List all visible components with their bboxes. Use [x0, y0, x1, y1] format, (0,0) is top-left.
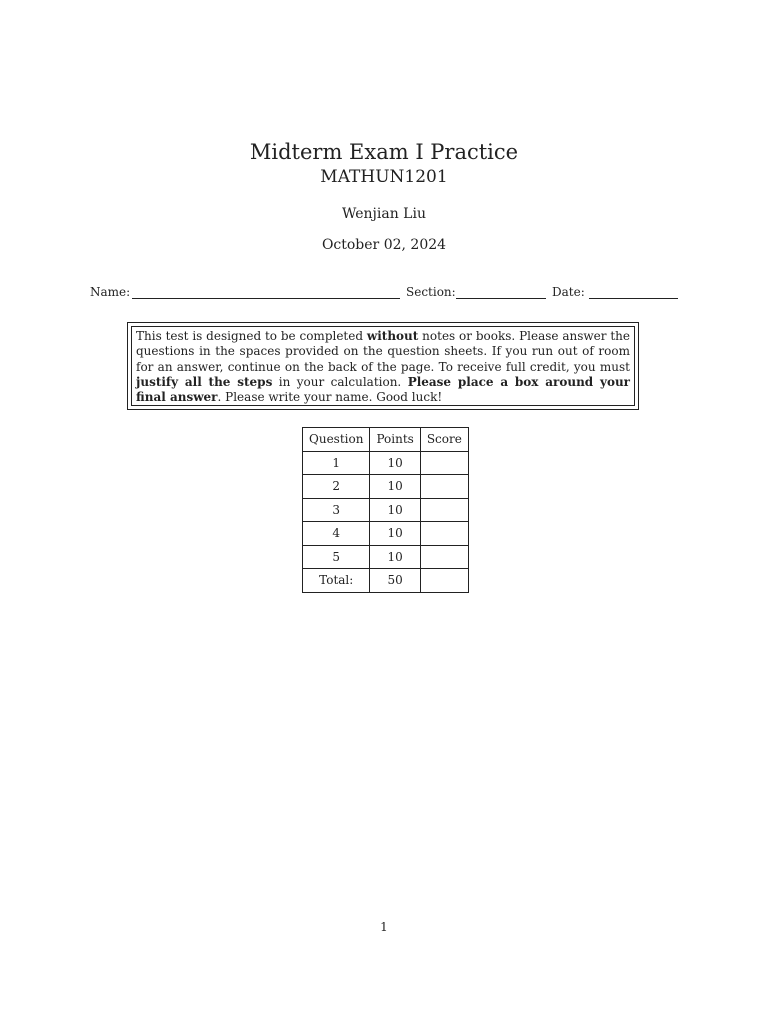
instructions-part-3: in your calculation. — [272, 374, 408, 389]
author-name: Wenjian Liu — [342, 206, 426, 222]
total-points: 50 — [370, 569, 420, 593]
instructions-bold-justify: justify all the steps — [136, 374, 273, 389]
instructions-part-2: notes or books. Please answer the questions in the spaces provided on the question sheets. If you run out of room for an answer, continue on the back of the page. To receive full credit, you must — [136, 329, 630, 374]
table-row — [303, 545, 469, 569]
question-score[interactable] — [420, 545, 468, 569]
header-points: Points — [370, 428, 420, 452]
question-points: 10 — [370, 475, 420, 499]
score-table — [302, 427, 469, 593]
section-label: Section: — [406, 285, 456, 299]
instructions-part-1: This test is designed to be completed — [136, 329, 367, 343]
header-score: Score — [420, 428, 468, 452]
question-number: 1 — [303, 451, 370, 475]
question-number: 5 — [303, 545, 370, 569]
question-score[interactable] — [420, 498, 468, 522]
instructions-bold-without: without — [366, 329, 419, 343]
total-score[interactable] — [420, 569, 468, 593]
instructions-part-4: . Please write your name. Good luck! — [217, 390, 443, 405]
date-line[interactable] — [589, 298, 678, 299]
name-line[interactable] — [132, 298, 400, 299]
question-points: 10 — [370, 451, 420, 475]
question-number: 4 — [303, 522, 370, 546]
question-points: 10 — [370, 498, 420, 522]
table-row — [303, 475, 469, 499]
section-line[interactable] — [456, 298, 546, 299]
table-row — [303, 498, 469, 522]
question-number: 2 — [303, 475, 370, 499]
page-number: 1 — [380, 920, 388, 934]
question-number: 3 — [303, 498, 370, 522]
total-label: Total: — [303, 569, 370, 593]
question-points: 10 — [370, 522, 420, 546]
question-score[interactable] — [420, 451, 468, 475]
exam-title: Midterm Exam I Practice — [249, 140, 519, 164]
question-score[interactable] — [420, 475, 468, 499]
date-label: Date: — [552, 285, 585, 299]
score-table-header — [303, 428, 469, 452]
question-score[interactable] — [420, 522, 468, 546]
table-row — [303, 522, 469, 546]
instructions-text — [131, 326, 635, 406]
name-label: Name: — [90, 285, 131, 299]
table-row — [303, 451, 469, 475]
question-points: 10 — [370, 545, 420, 569]
exam-date: October 02, 2024 — [321, 237, 447, 253]
instructions-box — [127, 322, 639, 410]
instructions-bold-box: Please place a box around your final answer — [136, 374, 631, 405]
header-question: Question — [303, 428, 370, 452]
total-row — [303, 569, 469, 593]
course-code: MATHUN1201 — [320, 167, 448, 187]
